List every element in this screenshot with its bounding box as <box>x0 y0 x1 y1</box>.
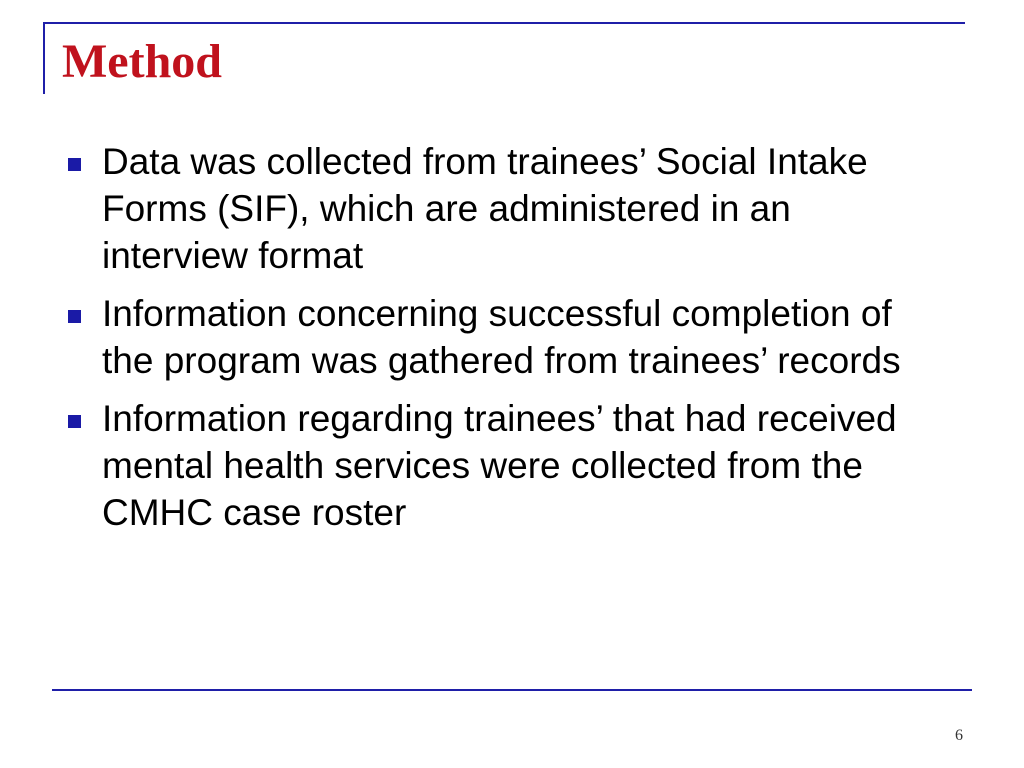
page-number: 6 <box>955 727 963 744</box>
bottom-rule <box>52 689 972 691</box>
bullet-list <box>60 138 940 547</box>
bullet-item-3 <box>60 395 940 536</box>
bullet-item-1 <box>60 138 940 279</box>
bullet-text-1: Data was collected from trainees’ Social Intake Forms (SIF), which are administered in an interview format <box>102 141 868 276</box>
slide-title: Method <box>62 35 222 88</box>
bullet-text-3: Information regarding trainees’ that had received mental health services were collected from the CMHC case roster <box>102 398 897 533</box>
bullet-text-2: Information concerning successful completion of the program was gathered from trainees’ records <box>102 293 901 381</box>
left-rule <box>43 22 45 94</box>
top-rule <box>43 22 965 24</box>
square-bullet-icon <box>68 310 81 323</box>
bullet-item-2 <box>60 290 940 384</box>
square-bullet-icon <box>68 415 81 428</box>
square-bullet-icon <box>68 158 81 171</box>
